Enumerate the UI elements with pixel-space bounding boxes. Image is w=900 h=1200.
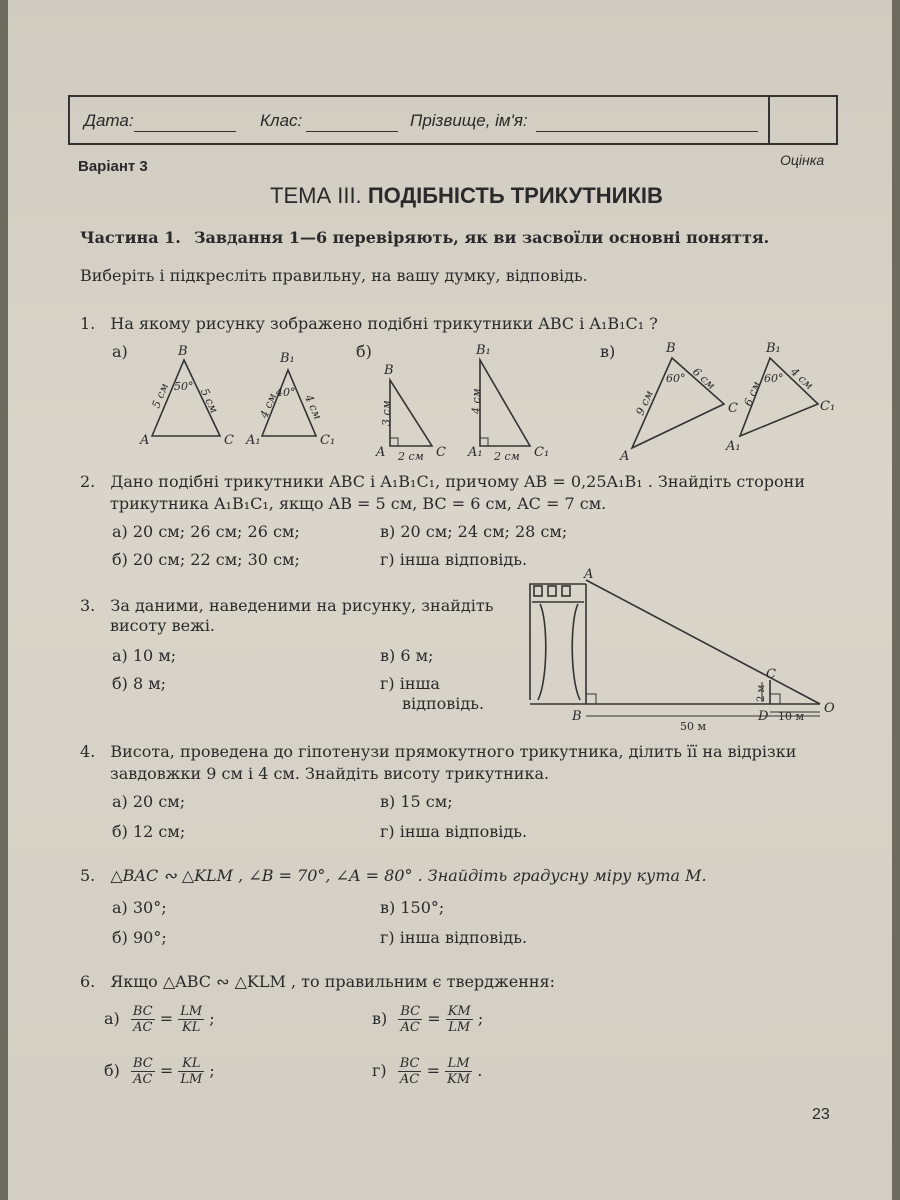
label-b-A: A bbox=[376, 445, 386, 460]
q1-num: 1. bbox=[80, 314, 96, 333]
label-a1-A1: A₁ bbox=[246, 433, 261, 448]
label-c-C: C bbox=[728, 401, 738, 416]
q2-option-a[interactable]: а) 20 см; 26 см; 26 см; bbox=[112, 522, 300, 541]
label-a-A: A bbox=[140, 433, 150, 448]
q6-text: Якщо △ABC ∾ △KLM , то правильним є твердження: bbox=[110, 972, 556, 991]
instruction: Виберіть і підкресліть правильну, на вашу думку, відповідь. bbox=[80, 266, 588, 285]
q5 bbox=[80, 866, 707, 885]
q4-line1 bbox=[80, 742, 796, 761]
q6-option-g[interactable] bbox=[372, 1056, 482, 1087]
q6-b-eq: = bbox=[159, 1061, 174, 1080]
q1-fig-a-label: а) bbox=[112, 342, 128, 361]
q4-option-a[interactable]: а) 20 см; bbox=[112, 792, 186, 811]
q6-v-semi: ; bbox=[477, 1009, 484, 1028]
label-b1-B1: B₁ bbox=[476, 343, 491, 358]
q6-option-a[interactable] bbox=[104, 1004, 215, 1035]
q3-text: За даними, наведеними на рисунку, знайдіть bbox=[110, 596, 494, 615]
grade-label: Оцінка bbox=[780, 152, 825, 168]
label-q3-C: C bbox=[766, 667, 776, 682]
label-a1-B1: B₁ bbox=[280, 351, 295, 366]
label-c-right: 6 см bbox=[690, 365, 718, 393]
q2-option-g[interactable]: г) інша відповідь. bbox=[380, 550, 528, 569]
q2-num: 2. bbox=[80, 472, 96, 491]
label-q3-O: O bbox=[824, 701, 835, 716]
label-c1-B1: B₁ bbox=[766, 341, 781, 356]
q4-text: Висота, проведена до гіпотенузи прямокутного трикутника, ділить її на відрізки bbox=[110, 742, 797, 761]
q5-option-a[interactable]: а) 30°; bbox=[112, 898, 167, 917]
q6-v-frac1: $\frac{BC}{AC}$ bbox=[400, 1004, 421, 1035]
q6-a-semi: ; bbox=[209, 1009, 215, 1028]
q5-option-v[interactable]: в) 150°; bbox=[380, 898, 445, 917]
label-b1-side: 4 см bbox=[470, 388, 483, 414]
q6-b-frac2: $\frac{KL}{LM}$ bbox=[180, 1056, 203, 1087]
label-b-base: 2 см bbox=[398, 450, 424, 463]
triangle-abc-b bbox=[390, 380, 432, 446]
label-c1-A1: A₁ bbox=[726, 439, 741, 454]
q1-fig-c-label: в) bbox=[600, 342, 616, 361]
q3-option-b[interactable]: б) 8 м; bbox=[112, 674, 167, 693]
part1-title: Частина 1. bbox=[80, 228, 181, 247]
sight-line bbox=[586, 580, 820, 704]
title-main: ПОДІБНІСТЬ ТРИКУТНИКІВ bbox=[367, 183, 663, 208]
q6-a-frac2: $\frac{LM}{KL}$ bbox=[180, 1004, 203, 1035]
label-a-B: B bbox=[178, 344, 188, 359]
q6 bbox=[80, 972, 555, 991]
q5-option-b[interactable]: б) 90°; bbox=[112, 928, 167, 947]
label-q3-bo: 50 м bbox=[680, 720, 707, 733]
q6-a-frac1: $\frac{BC}{AC}$ bbox=[132, 1004, 153, 1035]
label-a-C: C bbox=[224, 433, 234, 448]
q6-option-b[interactable] bbox=[104, 1056, 215, 1087]
q6-g-frac2: $\frac{LM}{KM}$ bbox=[447, 1056, 471, 1087]
label-q3-A: A bbox=[584, 567, 594, 582]
q6-b-label: б) bbox=[104, 1061, 120, 1080]
q2-text: Дано подібні трикутники ABC і A₁B₁C₁, причому AB = 0,25A₁B₁ . Знайдіть сторони bbox=[110, 472, 806, 491]
label-b-C: C bbox=[436, 445, 446, 460]
q6-v-frac2: $\frac{KM}{LM}$ bbox=[447, 1004, 471, 1035]
label-c1-angle: 60° bbox=[764, 372, 784, 385]
label-q3-do: 10 м bbox=[778, 710, 805, 723]
q3-option-a[interactable]: а) 10 м; bbox=[112, 646, 177, 665]
label-q3-cd: 2 м bbox=[756, 684, 767, 702]
title-prefix: ТЕМА III. bbox=[270, 183, 362, 208]
label-q3-D: D bbox=[758, 709, 769, 724]
q3-option-g[interactable]: г) інша bbox=[380, 674, 440, 693]
label-q3-B: B bbox=[572, 709, 582, 724]
label-b1-C1: C₁ bbox=[534, 445, 550, 460]
q4-num: 4. bbox=[80, 742, 96, 761]
q6-a-label: а) bbox=[104, 1009, 120, 1028]
label-b-side: 3 см bbox=[380, 400, 393, 426]
q3-option-g-cont: відповідь. bbox=[402, 694, 485, 713]
q6-option-v[interactable] bbox=[372, 1004, 483, 1035]
q6-a-eq: = bbox=[159, 1009, 174, 1028]
q2-line1 bbox=[80, 472, 805, 491]
triangle-a1b1c1-b bbox=[480, 360, 530, 446]
q5-num: 5. bbox=[80, 866, 96, 885]
q4-option-v[interactable]: в) 15 см; bbox=[380, 792, 453, 811]
label-c1-right: 4 см bbox=[788, 365, 816, 393]
label-c-A: A bbox=[620, 449, 630, 464]
q6-num: 6. bbox=[80, 972, 96, 991]
name-label: Прізвище, ім'я: bbox=[410, 111, 528, 130]
label-a1-angle: 40° bbox=[276, 386, 296, 399]
q6-g-label: г) bbox=[372, 1061, 387, 1080]
q2-line2: трикутника A₁B₁C₁, якщо AB = 5 см, BC = 6 см, AC = 7 см. bbox=[110, 494, 607, 513]
q6-b-semi: ; bbox=[209, 1061, 215, 1080]
variant-label: Варіант 3 bbox=[78, 158, 148, 175]
q6-v-eq: = bbox=[427, 1009, 441, 1028]
label-b1-A1: A₁ bbox=[468, 445, 483, 460]
q3-line1 bbox=[80, 596, 493, 615]
q3-line2: висоту вежі. bbox=[110, 616, 216, 635]
q4-option-g[interactable]: г) інша відповідь. bbox=[380, 822, 528, 841]
q1-fig-b-label: б) bbox=[356, 342, 372, 361]
label-a-side-left: 5 см bbox=[149, 381, 172, 411]
label-b-B: B bbox=[384, 363, 394, 378]
part1-desc: Завдання 1—6 перевіряють, як ви засвоїли основні поняття. bbox=[193, 228, 770, 247]
label-c-angle: 60° bbox=[666, 372, 686, 385]
q3-num: 3. bbox=[80, 596, 96, 615]
q6-v-label: в) bbox=[372, 1009, 388, 1028]
q4-line2: завдовжки 9 см і 4 см. Знайдіть висоту трикутника. bbox=[110, 764, 550, 783]
q5-option-g[interactable]: г) інша відповідь. bbox=[380, 928, 528, 947]
q6-b-frac1: $\frac{BC}{AC}$ bbox=[132, 1056, 153, 1087]
q2-option-b[interactable]: б) 20 см; 22 см; 30 см; bbox=[112, 550, 300, 569]
label-a1-C1: C₁ bbox=[320, 433, 336, 448]
q6-g-frac1: $\frac{BC}{AC}$ bbox=[399, 1056, 420, 1087]
q3-option-v[interactable]: в) 6 м; bbox=[380, 646, 434, 665]
q6-g-eq: = bbox=[426, 1061, 440, 1080]
date-label: Дата: bbox=[84, 111, 134, 130]
label-a-angle: 50° bbox=[174, 380, 194, 393]
class-label: Клас: bbox=[260, 111, 303, 130]
page-number: 23 bbox=[812, 1106, 830, 1123]
q6-g-dot: . bbox=[477, 1061, 483, 1080]
q2-option-v[interactable]: в) 20 см; 24 см; 28 см; bbox=[380, 522, 568, 541]
q1-text: На якому рисунку зображено подібні трикутники ABC і A₁B₁C₁ ? bbox=[110, 314, 658, 333]
label-c1-C1: C₁ bbox=[820, 399, 836, 414]
label-a1-side-right: 4 см bbox=[302, 392, 325, 422]
q5-text: △BAC ∾ △KLM , ∠B = 70°, ∠A = 80° . Знайдіть градусну міру кута M. bbox=[110, 866, 707, 885]
label-c-left: 9 см bbox=[633, 388, 656, 418]
label-a-side-right: 5 см bbox=[197, 386, 221, 416]
label-c-B: B bbox=[666, 341, 676, 356]
label-c1-left: 6 см bbox=[741, 379, 764, 409]
label-b1-base: 2 см bbox=[494, 450, 520, 463]
q4-option-b[interactable]: б) 12 см; bbox=[112, 822, 186, 841]
label-a1-side-left: 4 см bbox=[257, 391, 280, 421]
